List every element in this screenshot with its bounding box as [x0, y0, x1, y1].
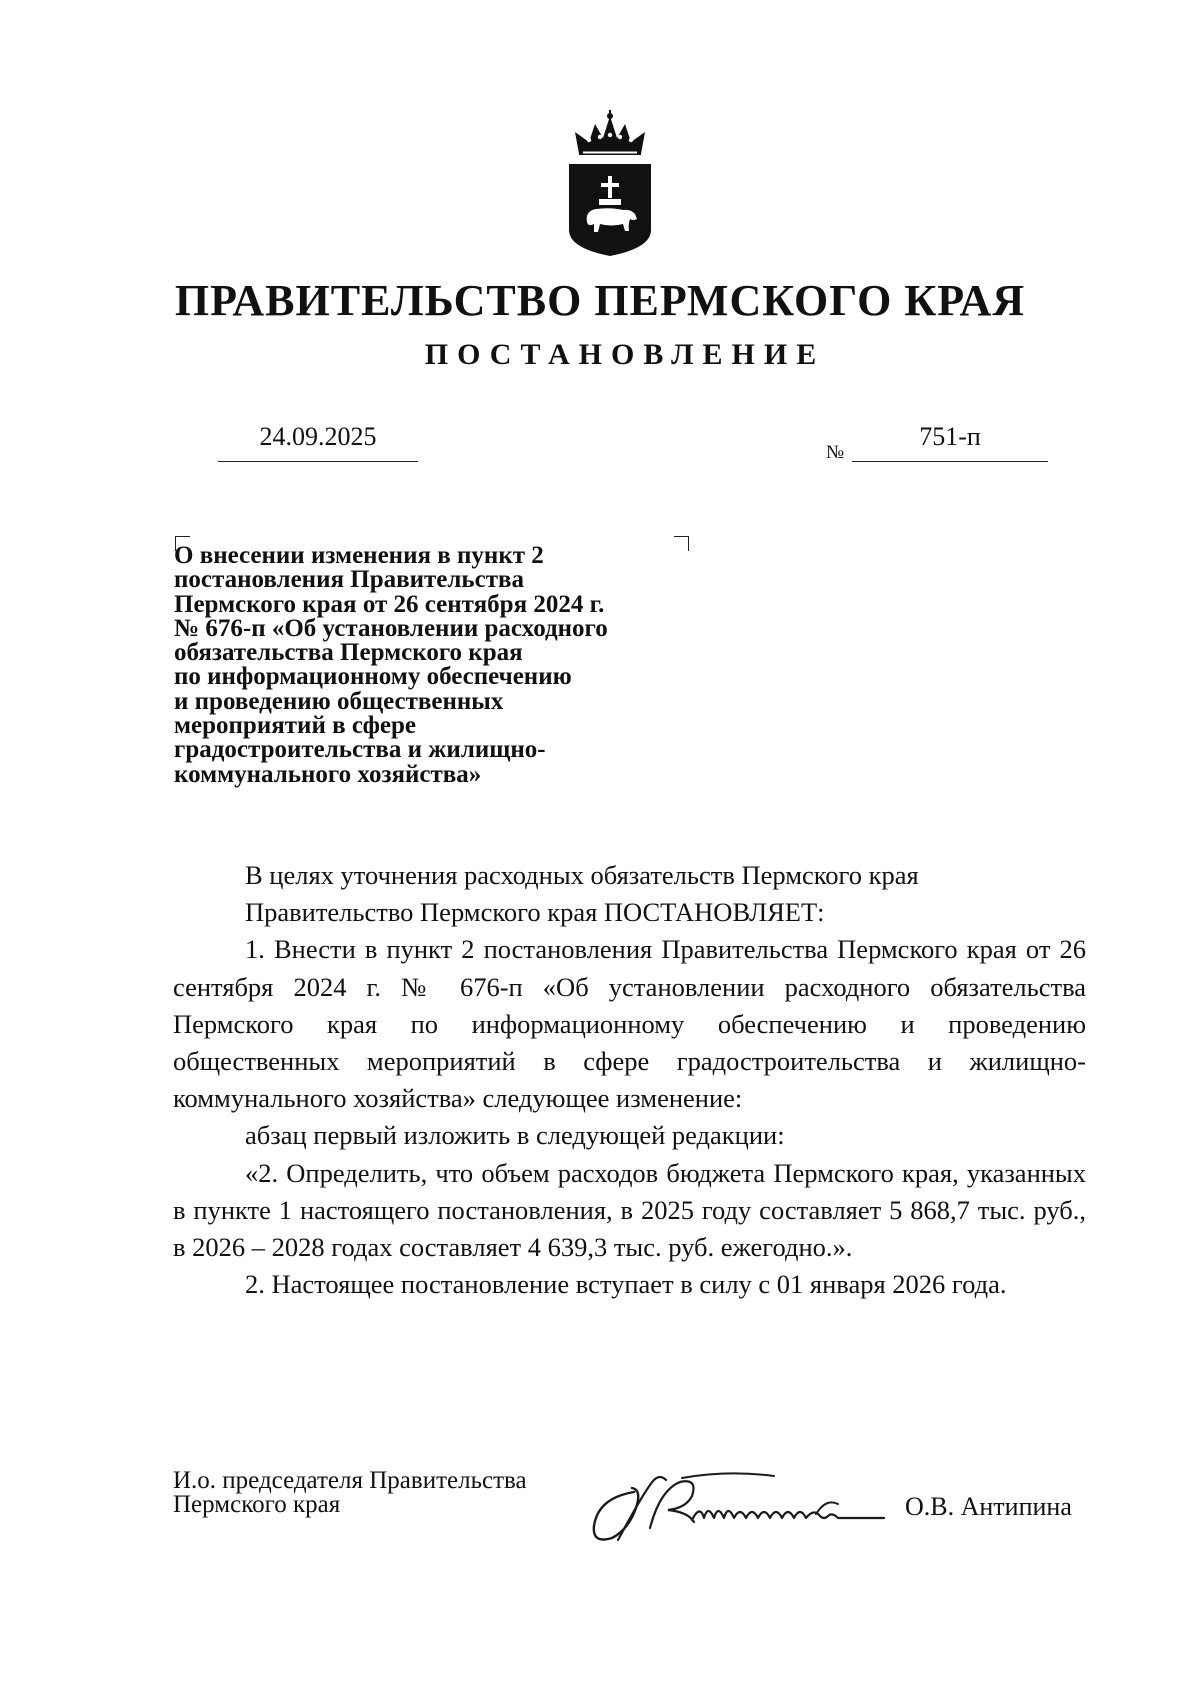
document-number: 751-п: [919, 422, 981, 451]
signer-position-line: Пермского края: [173, 1491, 341, 1518]
organization-title: ПРАВИТЕЛЬСТВО ПЕРМСКОГО КРАЯ: [174, 276, 1026, 325]
subject-line: О внесении изменения в пункт 2: [174, 542, 544, 569]
signer-position-line: И.о. председателя Правительства: [173, 1467, 527, 1494]
document-body: [173, 857, 1086, 1303]
date-underline: [218, 461, 418, 462]
resolution-paragraph: Правительство Пермского края ПОСТАНОВЛЯЕТ:: [245, 897, 825, 928]
subject-line: Пермского края от 26 сентября 2024 г.: [174, 590, 605, 618]
amendment-text-paragraph: «2. Определить, что объем расходов бюджета Пермского края, указанных в пункте 1 настоящего постановления, в 2025 году составляет 5 868,7 тыс. руб., в 2026 – 2028 годах составляет 4 639,3 тыс. руб. ежегодно.».: [173, 1157, 1086, 1263]
coat-of-arms-emblem: [565, 110, 655, 260]
number-underline: [852, 461, 1048, 462]
subject-line: обязательства Пермского края: [174, 639, 523, 667]
subject-line: № 676-п «Об установлении расходного: [174, 614, 608, 642]
subject-line: и проведению общественных: [174, 687, 504, 715]
preamble-paragraph: В целях уточнения расходных обязательств Пермского края: [245, 860, 919, 890]
number-sign: №: [826, 442, 845, 463]
document-subject: [174, 544, 694, 787]
signer-name: О.В. Антипина: [905, 1492, 1072, 1521]
amendment-intro-paragraph: абзац первый изложить в следующей редакции:: [245, 1120, 785, 1151]
subject-line: коммунального хозяйства»: [174, 760, 482, 788]
clause-2-paragraph: 2. Настоящее постановление вступает в силу с 01 января 2026 года.: [245, 1269, 1007, 1300]
handwritten-signature: [588, 1468, 908, 1550]
subject-line: по информационному обеспечению: [174, 663, 572, 691]
subject-line: постановления Правительства: [174, 566, 524, 594]
document-date: 24.09.2025: [259, 422, 377, 451]
clause-1-paragraph: 1. Внести в пункт 2 постановления Правительства Пермского края от 26 сентября 2024 г. № 676-п «Об установлении расходного обязательства Пермского края по информационному обеспечению и проведению общественных мероприятий в сфере градостроительства и жилищно-коммунального хозяйства» следующее изменение:: [173, 934, 1086, 1114]
subject-line: градостроительства и жилищно-: [174, 736, 546, 764]
signer-position: [173, 1469, 527, 1517]
subject-line: мероприятий в сфере: [174, 712, 417, 740]
document-type: ПОСТАНОВЛЕНИЕ: [424, 338, 826, 371]
